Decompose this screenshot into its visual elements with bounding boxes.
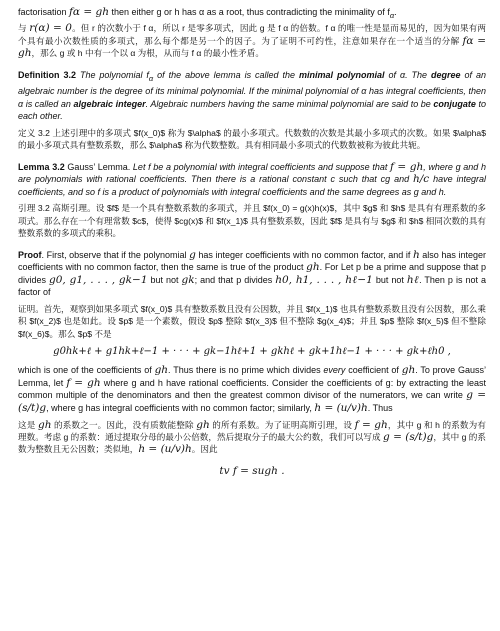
proof-label: Proof (18, 249, 42, 260)
intro-paragraph-zh: 与 r(α) = 0。但 r 的次数小于 f α，所以 r 是零多项式，因此 g 是 f α 的倍数。f α 的唯一性是显而易见的，因为如果有两个具有最小次数性质的多项式，那么每个都是另一个的因子。为了证明不可约性，注意如果存在一个适当的分解 fα = gh，那么 g 或 h 中有一个以 α 为根，从而与 f α 的最小性矛盾。 (18, 22, 487, 60)
proof-paragraph-en: Proof. First, observe that if the polynomial g has integer coefficients with no common factor, and if h also has integer coefficients with no common factor, then the same is true of the product gh. For Let p be a prime and suppose that p divides g0, g1, . . . , gk−1 but not gk; and that p divides h0, h1, . . . , hℓ−1 but not hℓ. Then p is not a factor of (18, 248, 486, 298)
inline-math: fα = gh (18, 34, 487, 60)
term-algebraic-integer: algebraic integer (73, 98, 146, 109)
definition-paragraph-en: Definition 3.2 The polynomial $f_\alpha$ of the above lemma is called the minimal polynomial of α. The degree of an algebraic number is the degree of its minimal polynomial. If the minimal polynomial of α has integral coefficients, then α is called an algebraic integer. Algebraic numbers having the same minimal polynomial are said to be conjugate to each other. (18, 69, 486, 122)
proof-paragraph-zh: 证明。首先，观察到如果多项式 $f(x_0)$ 具有整数系数且没有公因数，并且 $f(x_1)$ 也具有整数系数且没有公因数，那么乘积 $f(x_2)$ 也是如此。设 $p$ 是一个素数，假设 $p$ 整除 $f(x_3)$ 但不整除 $g(x_4)$；并且 $p$ 整除 $f(x_5)$ 但不整除 $f(x_6)$。那么 $p$ 不是 (18, 303, 486, 339)
inline-math: fα = gh (69, 6, 109, 18)
lemma-paragraph-en: Lemma 3.2 Gauss’ Lemma. Let f be a polynomial with integral coefficients and suppose that f = gh, where g and h are polynomials with rational coefficients. Then there is a rational constant c such that cg and h/c have integral coefficients, and so f is a product of polynomials with integral coefficients and the same degrees as g and h. (18, 160, 486, 197)
display-equation-1: g0hk+ℓ + g1hk+ℓ−1 + · · · + gk−1hℓ+1 + gkhℓ + gk+1hℓ−1 + · · · + gk+ℓh0 , (53, 346, 451, 358)
term-conjugate: conjugate (433, 98, 476, 109)
inline-math: f = gh (390, 160, 424, 173)
lemma-paragraph-zh: 引理 3.2 高斯引理。设 $f$ 是一个具有整数系数的多项式，并且 $f(x_0) = g(x)h(x)$，其中 $g$ 和 $h$ 是具有有理系数的多项式。那么存在一个有理常数 $c$，使得 $cg(x)$ 和 $f(x_1)$ 具有整数系数，因此 $f$ 是具有与 $g$ 和 $h$ 相同次数的具有整数系数的多项式的乘积。 (18, 203, 486, 239)
gauss-proof-paragraph-en: which is one of the coefficients of gh. Thus there is no prime which divides every coefficient of gh. To prove Gauss’ Lemma, let f = gh where g and h have rational coefficients. Consider the coefficients of g: by extracting the least common multiple of the denominators and then the greatest common divisor of the numerators, we can write g = (s/t)g, where g has integral coefficients with no common factor; similarly, h = (u/v)h. Thus (18, 364, 486, 414)
inline-math: h/c (412, 173, 430, 186)
gauss-proof-paragraph-zh: 这是 gh 的系数之一。因此，没有质数能整除 gh 的所有系数。为了证明高斯引理，设 f = gh，其中 g 和 h 的系数为有理数。考虑 g 的系数：通过提取分母的最小公倍数，然后提取分子的最大公约数，我们可以写成 g = (s/t)g，其中 g 的系数为整数且无公因数；类似地，h = (u/v)h。因此 (18, 418, 486, 456)
term-degree: degree (431, 69, 461, 80)
display-equation-2: tv f = sugh . (219, 464, 285, 477)
term-minimal-polynomial: minimal polynomial (299, 69, 385, 80)
definition-label: Definition 3.2 (18, 69, 76, 80)
inline-math: r(α) = 0 (29, 22, 72, 35)
lemma-label: Lemma 3.2 (18, 161, 65, 172)
lemma-name: Gauss’ Lemma. (64, 161, 131, 172)
definition-paragraph-zh: 定义 3.2 上述引理中的多项式 $f(x_0)$ 称为 $\alpha$ 的最小多项式。代数数的次数是其最小多项式的次数。如果 $\alpha$ 的最小多项式具有整数系数，那么 $\alpha$ 称为代数整数。具有相同最小多项式的代数数被称为彼此共轭。 (18, 127, 486, 151)
intro-paragraph-en: factorisation fα = gh then either g or h has α as a root, thus contradicting the minimality of $f_\alpha$. (18, 6, 397, 20)
